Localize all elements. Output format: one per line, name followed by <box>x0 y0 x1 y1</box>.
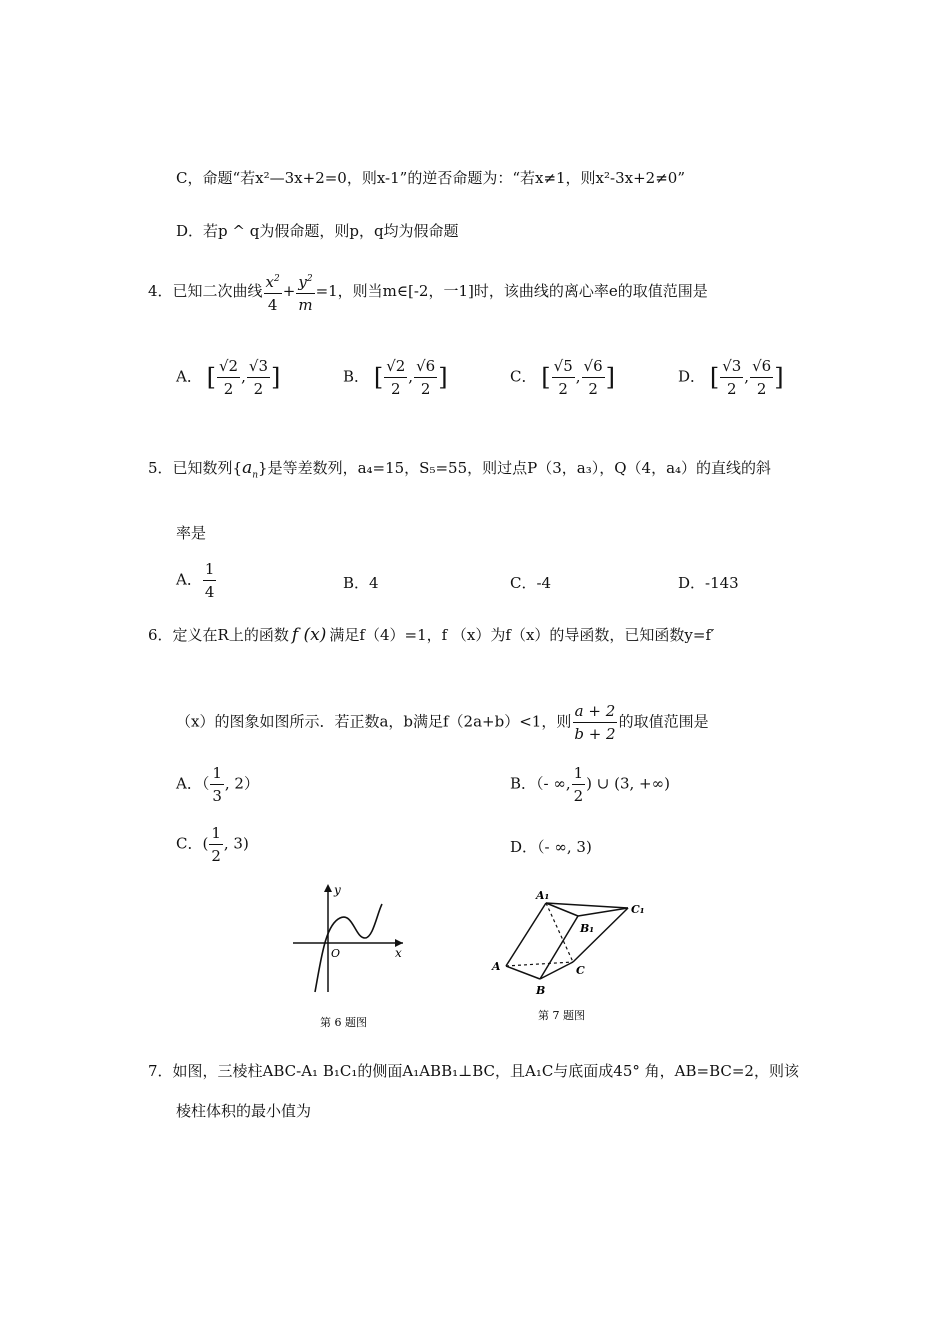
q6-option-c-label: C．( <box>176 834 209 853</box>
q6-stem-line2-suffix: 的取值范围是 <box>618 712 709 731</box>
q5-stem-suffix: }是等差数列，a₄=15，S₅=55，则过点P（3，a₃），Q（4，a₄）的直线的斜 <box>258 459 772 477</box>
q5-option-b <box>343 572 379 593</box>
q4-a-lo-den: 2 <box>223 380 234 398</box>
q4-c-hi-num: √6 <box>582 355 605 378</box>
q5-stem-line2 <box>176 522 206 543</box>
q7-line1-text: 7．如图，三棱柱ABC-A₁ B₁C₁的侧面A₁ABB₁⊥BC，且A₁C与底面成45° 角，AB=BC=2，则该 <box>148 1062 799 1080</box>
q4-b-hi-den: 2 <box>420 380 431 398</box>
q4-a-hi-den: 2 <box>253 380 264 398</box>
q5-a-num: 1 <box>203 558 217 581</box>
q4-stem-prefix: 4．已知二次曲线 <box>148 282 263 300</box>
fig7-edge-a1a <box>506 903 546 966</box>
figure-6-graph <box>285 880 415 1030</box>
q4-option-c: C． [ $\frac{√5}{2}$ , $\frac{√6}{2}$ ] <box>510 357 616 398</box>
q3-option-d-text: D．若p ^ q为假命题，则p，q均为假命题 <box>176 222 459 240</box>
q5-option-a-label: A． <box>176 570 202 589</box>
q5-a-den: 4 <box>204 583 215 601</box>
fig7-label-a: A <box>492 960 501 973</box>
q4-d-hi-num: √6 <box>750 355 773 378</box>
fig6-label-x: x <box>395 946 402 960</box>
q5-option-c-text: C．-4 <box>510 574 552 592</box>
q4-c-lo-den: 2 <box>558 380 568 398</box>
q6-frac <box>572 700 617 745</box>
fig6-label-o: O <box>331 947 341 960</box>
q6-frac-num: a + 2 <box>573 700 618 723</box>
q4-a-hi-num: √3 <box>247 355 270 378</box>
q7-line1 <box>148 1060 799 1081</box>
q4-d-lo-num: √3 <box>720 355 743 378</box>
q4-option-c-label: C． <box>510 367 537 386</box>
q4-stem-suffix: =1，则当m∈[-2，一1]时，该曲线的离心率e的取值范围是 <box>315 282 708 300</box>
fig6-label-y: y <box>334 883 341 897</box>
fig7-edge-ac-hidden <box>506 962 573 966</box>
q4-b-lo-den: 2 <box>390 380 401 398</box>
fig7-label-c: C <box>576 964 585 977</box>
q5-option-c <box>510 572 551 593</box>
q6-stem-suffix: 满足f（4）=1，f （x）为f（x）的导函数，已知函数y=f′ <box>329 626 715 644</box>
fig6-curve <box>315 904 382 992</box>
q4-option-a-label: A． <box>176 367 202 386</box>
fig7-label-c1: C₁ <box>631 903 645 916</box>
q5-stem: 5．已知数列$\{a_n\}$是等差数列，a₄=15，S₅=55，则过点P（3，a₃），Q（4，a₄）的直线的斜 <box>148 458 772 481</box>
q7-line2 <box>176 1100 311 1121</box>
q3-option-c-text: C，命题“若x²—3x+2=0，则x-1”的逆否命题为：“若x≠1，则x²-3x+2≠0” <box>176 169 685 187</box>
q4-a-lo-num: √2 <box>217 355 240 378</box>
fig7-edge-ab <box>506 966 540 979</box>
q5-option-d <box>678 572 739 593</box>
q4-b-hi-num: √6 <box>414 355 437 378</box>
q6-option-b-label: B．（- ∞, <box>510 774 571 793</box>
q5-stem-prefix: 5．已知数列{ <box>148 459 243 477</box>
q6-option-d <box>510 836 592 857</box>
q4-b-lo-num: √2 <box>384 355 407 378</box>
fig7-label-b: B <box>536 984 546 997</box>
q4-c-hi-den: 2 <box>588 380 598 398</box>
q4-option-d-label: D． <box>678 367 706 386</box>
q4-option-a: A． [ $\frac{√2}{2}$ , $\frac{√3}{2}$ ] <box>176 357 281 398</box>
figure-7-prism <box>488 886 658 1026</box>
q6-stem-line2-prefix: （x）的图象如图所示．若正数a，b满足f（2a+b）<1，则 <box>176 712 572 731</box>
fig7-label-b1: B₁ <box>580 922 595 935</box>
q5-option-a <box>176 558 217 603</box>
q6-option-d-text: D．（- ∞, 3) <box>510 838 592 856</box>
q6-stem-line2 <box>176 700 709 745</box>
q4-frac-x: $\frac{x^2}{4}$ <box>264 268 282 316</box>
q5-option-b-text: B．4 <box>343 574 379 592</box>
q6-option-a: A．（ $\frac{1}{3}$ , 2） <box>176 764 259 805</box>
q7-line2-text: 棱柱体积的最小值为 <box>176 1102 312 1120</box>
q4-option-b-label: B． <box>343 367 370 386</box>
q4-d-lo-den: 2 <box>726 380 737 398</box>
q6-option-b: B．（- ∞, $\frac{1}{2}$ ) ∪ (3, +∞) <box>510 764 670 805</box>
q4-d-hi-den: 2 <box>756 380 767 398</box>
q6-stem-prefix: 6．定义在R上的函数 <box>148 626 289 644</box>
fig7-label-a1: A₁ <box>536 889 550 902</box>
q6-frac-den: b + 2 <box>574 725 616 743</box>
q6-option-c: C．( $\frac{1}{2}$ , 3) <box>176 824 249 865</box>
q5-stem-line2-text: 率是 <box>176 524 207 542</box>
q3-option-d <box>176 220 459 241</box>
q4-option-b: B． [ $\frac{√2}{2}$ , $\frac{√6}{2}$ ] <box>343 357 448 398</box>
q5-option-d-text: D．-143 <box>678 574 739 592</box>
fig7-caption: 第 7 题图 <box>538 1009 585 1022</box>
q4-c-lo-num: √5 <box>552 355 575 378</box>
q4-frac-y: $\frac{y^2}{m}$ <box>296 268 314 316</box>
q3-option-c <box>176 167 685 188</box>
q6-stem: 6．定义在R上的函数 f (x) 满足f（4）=1，f （x）为f（x）的导函数，已知函数y=f′ <box>148 625 715 645</box>
fig6-y-arrow <box>324 884 332 892</box>
q4-option-d: D． [ $\frac{√3}{2}$ , $\frac{√6}{2}$ ] <box>678 357 784 398</box>
q4-stem: 4．已知二次曲线 $\frac{x^2}{4}$ + $\frac{y^2}{m}$ =1，则当m∈[-2，一1]时，该曲线的离心率e的取值范围是 <box>148 268 708 316</box>
q6-option-a-label: A．（ <box>176 774 210 793</box>
fig6-caption: 第 6 题图 <box>320 1016 367 1029</box>
